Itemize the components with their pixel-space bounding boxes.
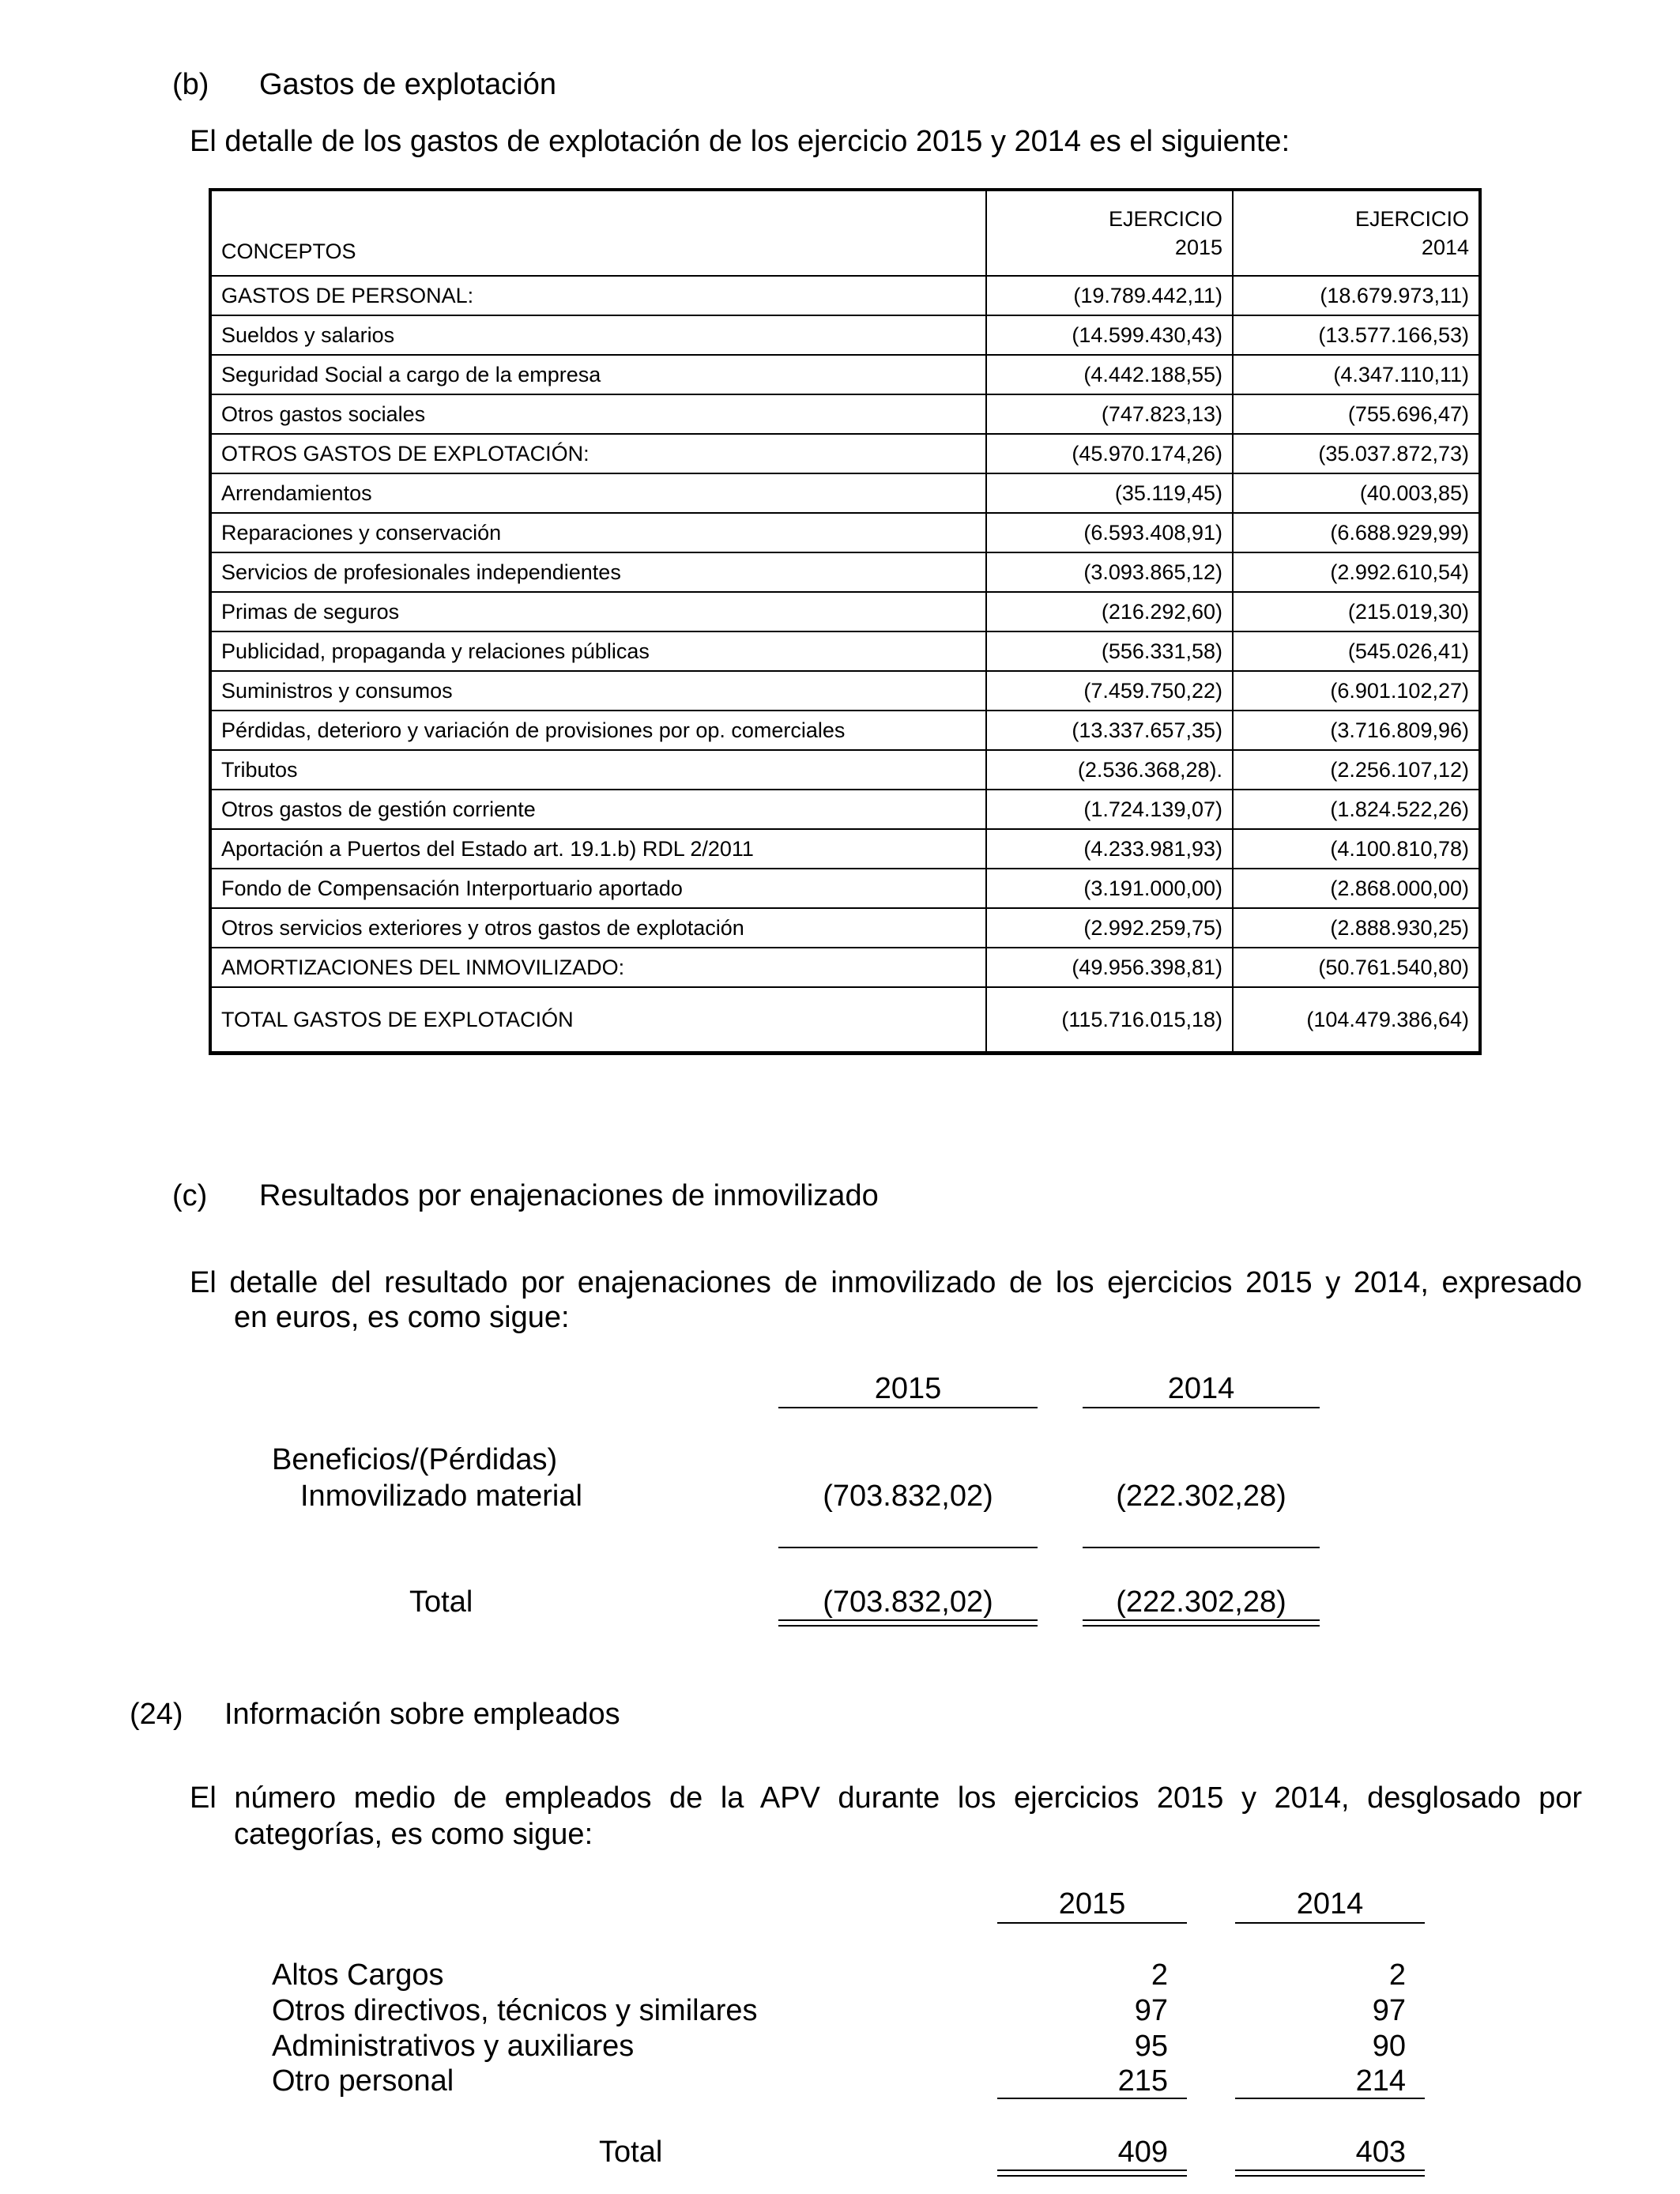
emp-total-double-rule-2015 <box>997 2169 1187 2177</box>
emp-total-double-rule-2014 <box>1235 2169 1425 2177</box>
row-value-2015: (6.593.408,91) <box>986 513 1233 552</box>
table-body <box>211 276 1479 1053</box>
row-value-2014: (35.037.872,73) <box>1233 434 1479 473</box>
employee-count-2015: 97 <box>1134 1994 1168 2027</box>
table-row <box>211 473 1479 513</box>
row-concept: Primas de seguros <box>211 592 986 631</box>
total-label: Total <box>409 1585 473 1619</box>
employee-category-label: Altos Cargos <box>272 1958 444 1992</box>
row-value-2015: (7.459.750,22) <box>986 671 1233 711</box>
row-concept: Pérdidas, deterioro y variación de provisiones por op. comerciales <box>211 711 986 750</box>
employee-count-2014: 2 <box>1388 1958 1406 1992</box>
row-concept: Suministros y consumos <box>211 671 986 711</box>
row-value-2015: (13.337.657,35) <box>986 711 1233 750</box>
section-b-intro: El detalle de los gastos de explotación de los ejercicio 2015 y 2014 es el siguiente: <box>190 125 1290 158</box>
table-row <box>211 790 1479 829</box>
col-2015-heading: 2015 <box>874 1372 942 1405</box>
row-value-2015: (703.832,02) <box>823 1480 993 1513</box>
row-value-2015: (35.119,45) <box>986 473 1233 513</box>
underline-2014 <box>1083 1407 1320 1408</box>
header-2015-line2: 2015 <box>1174 236 1222 259</box>
row-concept: Tributos <box>211 750 986 790</box>
row-concept: GASTOS DE PERSONAL: <box>211 276 986 315</box>
row-concept: Publicidad, propaganda y relaciones públicas <box>211 631 986 671</box>
table-row <box>211 711 1479 750</box>
section-24-title: Información sobre empleados <box>224 1698 620 1731</box>
total-concept: TOTAL GASTOS DE EXPLOTACIÓN <box>211 987 986 1053</box>
emp-col-2015-heading: 2015 <box>1058 1887 1126 1921</box>
emp-total-label: Total <box>599 2136 663 2169</box>
row-value-2014: (4.347.110,11) <box>1233 355 1479 394</box>
row-concept: Otros servicios exteriores y otros gastos de explotación <box>211 908 986 948</box>
header-2015 <box>986 190 1233 276</box>
row-value-2015: (3.093.865,12) <box>986 552 1233 592</box>
emp-total-2014: 403 <box>1355 2136 1406 2169</box>
header-2014 <box>1233 190 1479 276</box>
row-concept: OTROS GASTOS DE EXPLOTACIÓN: <box>211 434 986 473</box>
row-value-2014: (755.696,47) <box>1233 394 1479 434</box>
table-row <box>211 592 1479 631</box>
employee-category-label: Otros directivos, técnicos y similares <box>272 1994 758 2027</box>
table-row <box>211 908 1479 948</box>
section-c-title: Resultados por enajenaciones de inmovilizado <box>259 1179 879 1212</box>
employee-count-2015: 215 <box>1117 2064 1168 2098</box>
header-concepts: CONCEPTOS <box>211 190 986 276</box>
row-value-2014: (545.026,41) <box>1233 631 1479 671</box>
row-value-2014: (215.019,30) <box>1233 592 1479 631</box>
row-value-2015: (3.191.000,00) <box>986 869 1233 908</box>
employee-count-2014: 214 <box>1355 2064 1406 2098</box>
row-value-2015: (4.233.981,93) <box>986 829 1233 869</box>
row-concept: Otros gastos sociales <box>211 394 986 434</box>
row-value-2015: (216.292,60) <box>986 592 1233 631</box>
row-value-2014: (40.003,85) <box>1233 473 1479 513</box>
employee-count-2015: 2 <box>1151 1958 1168 1992</box>
row-value-2014: (2.888.930,25) <box>1233 908 1479 948</box>
table-row <box>211 750 1479 790</box>
section-b-title: Gastos de explotación <box>259 68 557 101</box>
emp-underline-2014 <box>1235 1922 1425 1924</box>
table-row <box>211 355 1479 394</box>
row-value-2015: (747.823,13) <box>986 394 1233 434</box>
emp-total-2015: 409 <box>1117 2136 1168 2169</box>
row-concept: Otros gastos de gestión corriente <box>211 790 986 829</box>
table-total-row <box>211 987 1479 1053</box>
row-value-2014: (1.824.522,26) <box>1233 790 1479 829</box>
row-concept: Arrendamientos <box>211 473 986 513</box>
section-24-intro-line1: El número medio de empleados de la APV durante los ejercicios 2015 y 2014, desglosado por <box>190 1781 1582 1815</box>
row-value-2014: (6.901.102,27) <box>1233 671 1479 711</box>
underline-2015 <box>778 1407 1038 1408</box>
row-concept: Aportación a Puertos del Estado art. 19.1.b) RDL 2/2011 <box>211 829 986 869</box>
operating-expenses-table <box>210 190 1480 1054</box>
total-double-rule-2014 <box>1083 1619 1320 1627</box>
row-value-2014: (4.100.810,78) <box>1233 829 1479 869</box>
row-value-2014: (2.868.000,00) <box>1233 869 1479 908</box>
section-c-intro-line2: en euros, es como sigue: <box>234 1301 570 1334</box>
row-value-2014: (2.256.107,12) <box>1233 750 1479 790</box>
table-row <box>211 948 1479 987</box>
total-double-rule-2015 <box>778 1619 1038 1627</box>
table-row <box>211 434 1479 473</box>
row-value-2015: (19.789.442,11) <box>986 276 1233 315</box>
emp-subtotal-rule-2014 <box>1235 2098 1425 2099</box>
row-value-2015: (1.724.139,07) <box>986 790 1233 829</box>
row-value-2015: (2.536.368,28). <box>986 750 1233 790</box>
table-row <box>211 394 1479 434</box>
row-value-2014: (13.577.166,53) <box>1233 315 1479 355</box>
table-row <box>211 869 1479 908</box>
row-value-2014: (6.688.929,99) <box>1233 513 1479 552</box>
row-value-2014: (222.302,28) <box>1116 1480 1286 1513</box>
table-row <box>211 513 1479 552</box>
row-concept: Seguridad Social a cargo de la empresa <box>211 355 986 394</box>
row-concept: Reparaciones y conservación <box>211 513 986 552</box>
table-row <box>211 829 1479 869</box>
total-value-2015: (703.832,02) <box>823 1585 993 1619</box>
row-value-2015: (2.992.259,75) <box>986 908 1233 948</box>
row-value-2015: (14.599.430,43) <box>986 315 1233 355</box>
table-header-row <box>211 190 1479 276</box>
section-24-intro-line2: categorías, es como sigue: <box>234 1818 593 1851</box>
table-row <box>211 631 1479 671</box>
table-row <box>211 671 1479 711</box>
employee-count-2015: 95 <box>1134 2030 1168 2063</box>
header-2015-line1: EJERCICIO <box>1108 207 1222 231</box>
row-value-2014: (18.679.973,11) <box>1233 276 1479 315</box>
row-concept: Fondo de Compensación Interportuario aportado <box>211 869 986 908</box>
emp-subtotal-rule-2015 <box>997 2098 1187 2099</box>
section-b-marker: (b) <box>172 68 209 101</box>
employee-category-label: Otro personal <box>272 2064 454 2098</box>
section-24-marker: (24) <box>130 1698 183 1731</box>
row-value-2015: (4.442.188,55) <box>986 355 1233 394</box>
row-value-2014: (2.992.610,54) <box>1233 552 1479 592</box>
total-2014: (104.479.386,64) <box>1233 987 1479 1053</box>
row-concept: AMORTIZACIONES DEL INMOVILIZADO: <box>211 948 986 987</box>
section-c-intro-line1: El detalle del resultado por enajenaciones de inmovilizado de los ejercicios 2015 y 2014, expresado <box>190 1266 1582 1299</box>
row-concept: Servicios de profesionales independientes <box>211 552 986 592</box>
total-value-2014: (222.302,28) <box>1116 1585 1286 1619</box>
emp-col-2014-heading: 2014 <box>1296 1887 1364 1921</box>
subtotal-rule-2014 <box>1083 1547 1320 1548</box>
row-label: Inmovilizado material <box>300 1480 582 1513</box>
subtotal-rule-2015 <box>778 1547 1038 1548</box>
row-value-2014: (3.716.809,96) <box>1233 711 1479 750</box>
employee-count-2014: 97 <box>1372 1994 1406 2027</box>
row-value-2014: (50.761.540,80) <box>1233 948 1479 987</box>
employee-category-label: Administrativos y auxiliares <box>272 2030 635 2063</box>
section-c-marker: (c) <box>172 1179 208 1212</box>
row-value-2015: (49.956.398,81) <box>986 948 1233 987</box>
row-value-2015: (556.331,58) <box>986 631 1233 671</box>
row-concept: Sueldos y salarios <box>211 315 986 355</box>
employee-count-2014: 90 <box>1372 2030 1406 2063</box>
table-row <box>211 276 1479 315</box>
total-2015: (115.716.015,18) <box>986 987 1233 1053</box>
table-row <box>211 552 1479 592</box>
col-2014-heading: 2014 <box>1167 1372 1235 1405</box>
group-label: Beneficios/(Pérdidas) <box>272 1443 558 1476</box>
header-2014-line1: EJERCICIO <box>1354 207 1469 231</box>
header-2014-line2: 2014 <box>1421 236 1469 259</box>
row-value-2015: (45.970.174,26) <box>986 434 1233 473</box>
emp-underline-2015 <box>997 1922 1187 1924</box>
table-row <box>211 315 1479 355</box>
